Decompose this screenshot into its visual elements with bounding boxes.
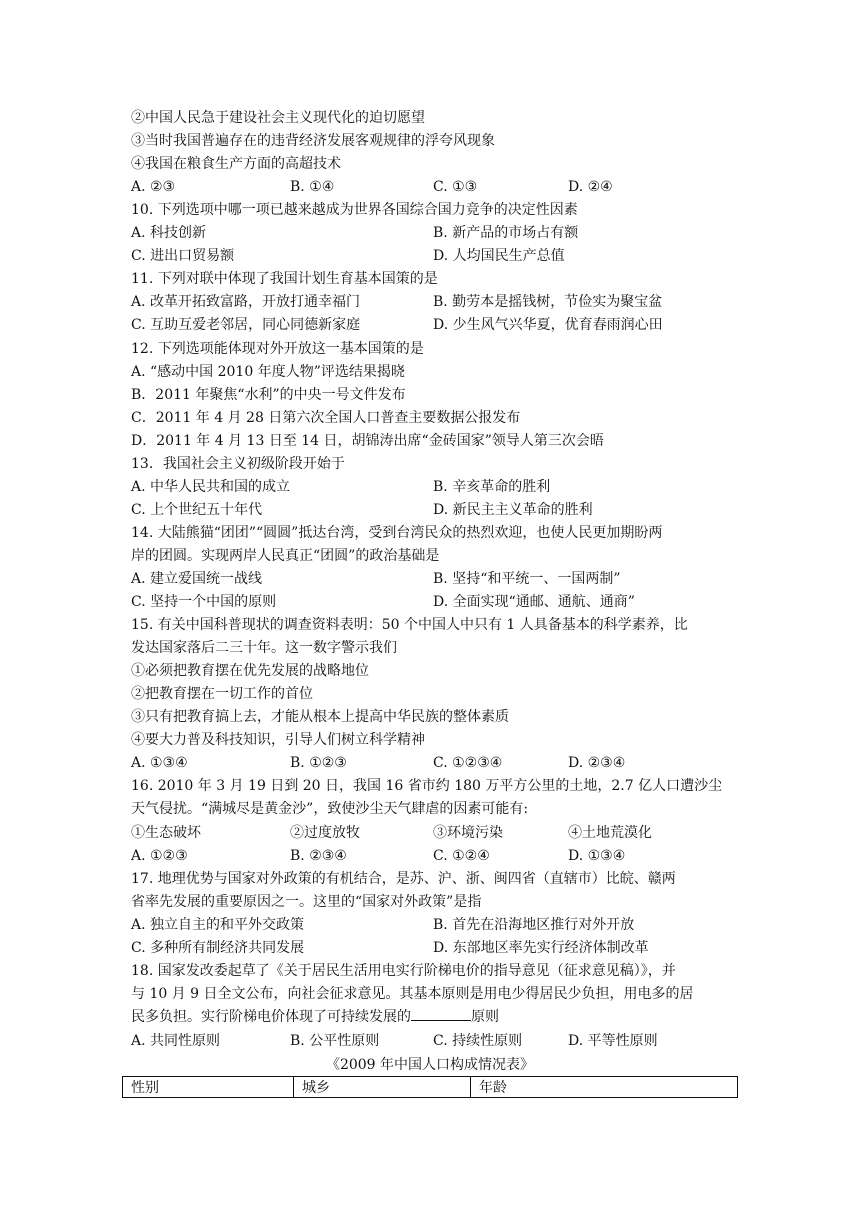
q18-option-d: D. 平等性原则 bbox=[568, 1033, 658, 1049]
q14-stem-line2: 岸的团圆。实现两岸人民真正“团圆”的政治基础是 bbox=[131, 548, 440, 564]
q9-option-d: D. ②④ bbox=[568, 179, 613, 195]
q12-option-a: A. “感动中国 2010 年度人物”评选结果揭晓 bbox=[131, 364, 405, 380]
q17-option-a: A. 独立自主的和平外交政策 bbox=[131, 917, 305, 933]
q11-stem: 11. 下列对联中体现了我国计划生育基本国策的是 bbox=[131, 271, 438, 287]
q16-stem-line2: 天气侵扰。“满城尽是黄金沙”，致使沙尘天气肆虐的因素可能有: bbox=[131, 801, 529, 817]
q9-option-a: A. ②③ bbox=[131, 179, 176, 195]
q11-option-c: C. 互助互爱老邻居，同心同德新家庭 bbox=[131, 317, 361, 333]
q9-item-4: ④我国在粮食生产方面的高超技术 bbox=[131, 156, 341, 172]
q9-item-2: ②中国人民急于建设社会主义现代化的迫切愿望 bbox=[131, 110, 425, 126]
q16-option-b: B. ②③④ bbox=[290, 848, 347, 864]
q12-option-b: B．2011 年聚焦“水利”的中央一号文件发布 bbox=[131, 387, 406, 403]
q10-option-d: D. 人均国民生产总值 bbox=[433, 248, 565, 264]
q9-option-c: C. ①③ bbox=[433, 179, 478, 195]
q17-option-b: B. 首先在沿海地区推行对外开放 bbox=[433, 917, 635, 933]
q16-option-d: D. ①③④ bbox=[568, 848, 626, 864]
table-header-row bbox=[123, 1077, 738, 1098]
q18-stem-line2: 与 10 月 9 日全文公布，向社会征求意见。其基本原则是用电少得居民少负担，用电多的居 bbox=[131, 986, 694, 1002]
q10-option-a: A. 科技创新 bbox=[131, 225, 207, 241]
q16-item-2: ②过度放牧 bbox=[290, 825, 360, 841]
q14-option-c: C. 坚持一个中国的原则 bbox=[131, 594, 277, 610]
q15-option-d: D. ②③④ bbox=[568, 755, 626, 771]
q11-option-d: D. 少生风气兴华夏，优育春雨润心田 bbox=[433, 317, 663, 333]
q15-option-b: B. ①②③ bbox=[290, 755, 347, 771]
q9-option-b: B. ①④ bbox=[290, 179, 335, 195]
q9-item-3: ③当时我国普遍存在的违背经济发展客观规律的浮夸风现象 bbox=[131, 133, 495, 149]
q16-option-a: A. ①②③ bbox=[131, 848, 188, 864]
header-age: 年龄 bbox=[471, 1077, 738, 1098]
q18-option-c: C. 持续性原则 bbox=[433, 1033, 523, 1049]
q14-option-d: D. 全面实现“通邮、通航、通商” bbox=[433, 594, 635, 610]
q13-option-b: B. 辛亥革命的胜利 bbox=[433, 479, 551, 495]
population-table bbox=[122, 1076, 738, 1098]
header-gender: 性别 bbox=[123, 1077, 294, 1098]
table-caption: 《2009 年中国人口构成情况表》 bbox=[325, 1057, 535, 1073]
q18-stem-line3 bbox=[131, 1006, 499, 1028]
q13-option-c: C. 上个世纪五十年代 bbox=[131, 502, 263, 518]
q15-option-a: A. ①③④ bbox=[131, 755, 188, 771]
q15-item-4: ④要大力普及科技知识，引导人们树立科学精神 bbox=[131, 732, 425, 748]
q15-stem-line2: 发达国家落后二三十年。这一数字警示我们 bbox=[131, 640, 397, 656]
q12-option-c: C．2011 年 4 月 28 日第六次全国人口普查主要数据公报发布 bbox=[131, 410, 521, 426]
q11-option-b: B. 勤劳本是摇钱树，节俭实为聚宝盆 bbox=[433, 294, 663, 310]
q13-option-d: D. 新民主主义革命的胜利 bbox=[433, 502, 593, 518]
q14-option-a: A. 建立爱国统一战线 bbox=[131, 571, 263, 587]
q17-option-d: D. 东部地区率先实行经济体制改革 bbox=[433, 940, 649, 956]
q16-item-4: ④土地荒漠化 bbox=[568, 825, 652, 841]
header-urban-rural: 城乡 bbox=[294, 1077, 471, 1098]
q11-option-a: A. 改革开拓致富路，开放打通幸福门 bbox=[131, 294, 361, 310]
q18-stem-tail: 原则 bbox=[471, 1009, 499, 1025]
q18-option-a: A. 共同性原则 bbox=[131, 1033, 221, 1049]
q15-item-1: ①必须把教育摆在优先发展的战略地位 bbox=[131, 663, 369, 679]
q15-item-2: ②把教育摆在一切工作的首位 bbox=[131, 686, 313, 702]
q16-stem-line1: 16. 2010 年 3 月 19 日到 20 日，我国 16 省市约 180 万平方公里的土地，2.7 亿人口遭沙尘 bbox=[131, 778, 723, 794]
q12-stem: 12. 下列选项能体现对外开放这一基本国策的是 bbox=[131, 341, 424, 357]
q10-option-c: C. 进出口贸易额 bbox=[131, 248, 235, 264]
q18-stem-text: 民多负担。实行阶梯电价体现了可持续发展的 bbox=[131, 1009, 411, 1025]
q17-stem-line1: 17. 地理优势与国家对外政策的有机结合，是苏、沪、浙、闽四省（直辖市）比皖、赣两 bbox=[131, 871, 676, 887]
q10-option-b: B. 新产品的市场占有额 bbox=[433, 225, 579, 241]
q15-option-c: C. ①②③④ bbox=[433, 755, 503, 771]
q15-stem-line1: 15. 有关中国科普现状的调查资料表明：50 个中国人中只有 1 人具备基本的科学素养，比 bbox=[131, 617, 688, 633]
q16-item-1: ①生态破坏 bbox=[131, 825, 201, 841]
q16-item-3: ③环境污染 bbox=[433, 825, 503, 841]
q18-option-b: B. 公平性原则 bbox=[290, 1033, 380, 1049]
q15-item-3: ③只有把教育搞上去，才能从根本上提高中华民族的整体素质 bbox=[131, 709, 509, 725]
q10-stem: 10. 下列选项中哪一项已越来越成为世界各国综合国力竞争的决定性因素 bbox=[131, 202, 578, 218]
q14-option-b: B. 坚持“和平统一、一国两制” bbox=[433, 571, 621, 587]
q12-option-d: D．2011 年 4 月 13 日至 14 日，胡锦涛出席“金砖国家”领导人第三次会晤 bbox=[131, 433, 604, 449]
q16-option-c: C. ①②④ bbox=[433, 848, 490, 864]
q14-stem-line1: 14. 大陆熊猫“团团”“圆圆”抵达台湾，受到台湾民众的热烈欢迎，也使人民更加期盼两 bbox=[131, 525, 663, 541]
q13-stem: 13．我国社会主义初级阶段开始于 bbox=[131, 456, 345, 472]
q18-stem-line1: 18. 国家发改委起草了《关于居民生活用电实行阶梯电价的指导意见（征求意见稿）》，并 bbox=[131, 963, 676, 979]
answer-blank bbox=[411, 1006, 471, 1021]
q13-option-a: A. 中华人民共和国的成立 bbox=[131, 479, 291, 495]
q17-stem-line2: 省率先发展的重要原因之一。这里的“国家对外政策”是指 bbox=[131, 894, 482, 910]
q17-option-c: C. 多种所有制经济共同发展 bbox=[131, 940, 305, 956]
